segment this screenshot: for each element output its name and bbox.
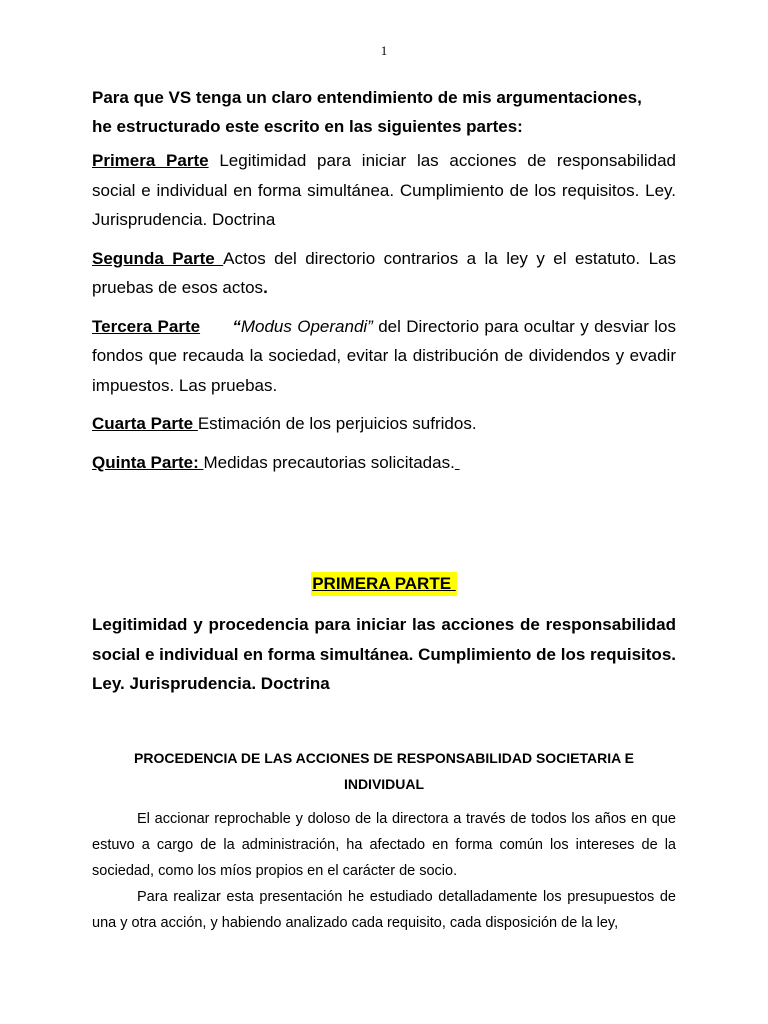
part-tercera-label: Tercera Parte	[92, 316, 201, 336]
part-tercera-italic: Modus Operandi”	[240, 316, 373, 336]
part-segunda	[92, 244, 676, 303]
part-tercera	[92, 312, 676, 401]
part-segunda-text: Actos del directorio contrarios a la ley y el estatuto. Las pruebas de esos actos	[92, 248, 676, 297]
section-heading	[92, 745, 676, 797]
section-title-wrapper	[0, 572, 768, 596]
part-tercera-quote: “	[232, 316, 241, 336]
intro-paragraph	[92, 83, 676, 141]
part-primera-label: Primera Parte	[92, 151, 209, 170]
part-segunda-label: Segunda Parte	[92, 248, 224, 268]
part-quinta	[92, 448, 676, 478]
heading-line-1: PROCEDENCIA DE LAS ACCIONES DE RESPONSABILIDAD SOCIETARIA E	[134, 750, 634, 766]
intro-line-1: Para que VS tenga un claro entendimiento de mis argumentaciones,	[92, 88, 642, 107]
section-subtitle: Legitimidad y procedencia para iniciar las acciones de responsabilidad social e individual en forma simultánea. Cumplimiento de los requisitos. Ley. Jurisprudencia. Doctrina	[92, 615, 676, 693]
part-cuarta	[92, 409, 676, 439]
part-primera	[92, 146, 676, 235]
part-cuarta-label: Cuarta Parte	[92, 414, 198, 433]
page-number: 1	[380, 43, 388, 58]
intro-line-2: he estructurado este escrito en las siguientes partes:	[92, 117, 523, 136]
part-segunda-end: .	[263, 278, 268, 297]
part-quinta-label: Quinta Parte:	[92, 452, 204, 472]
body-paragraph-1: El accionar reprochable y doloso de la directora a través de todos los años en que estuvo a cargo de la administración, ha afectado en forma común los intereses de la sociedad, como los míos propios en el carácter de socio.	[92, 811, 676, 879]
part-cuarta-text: Estimación de los perjuicios sufridos.	[197, 414, 477, 433]
heading-line-2: INDIVIDUAL	[343, 776, 425, 792]
body-paragraph-2: Para realizar esta presentación he estudiado detalladamente los presupuestos de una y otra acción, y habiendo analizado cada requisito, cada disposición de la ley,	[92, 889, 676, 931]
section-title: PRIMERA PARTE	[311, 572, 457, 596]
part-primera-text: Legitimidad para iniciar las acciones de responsabilidad social e individual en forma simultánea. Cumplimiento de los requisitos. Ley. Jurisprudencia. Doctrina	[92, 151, 676, 229]
part-tercera-text: del Directorio para ocultar y desviar los fondos que recauda la sociedad, evitar la distribución de dividendos y evadir impuestos. Las pruebas.	[92, 316, 676, 395]
document-content	[92, 83, 676, 486]
part-quinta-text: Medidas precautorias solicitadas.	[203, 452, 455, 472]
body-text	[92, 806, 676, 936]
